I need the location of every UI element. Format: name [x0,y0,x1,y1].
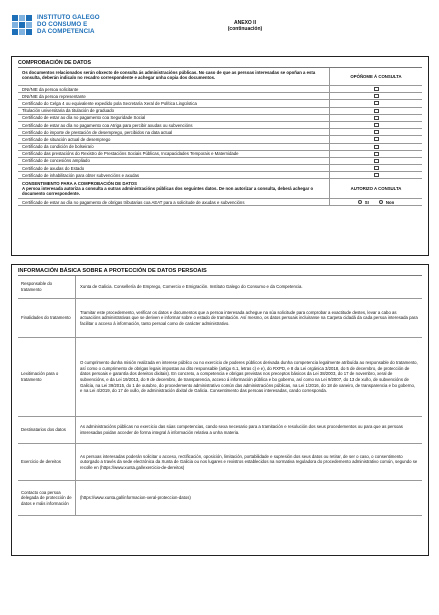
logo-mark-icon [12,15,32,35]
doc-item: Certificado das prestacións do Rexistro de Prestacións Sociais Públicas, Incapacidades Temporais e Maternidade [18,151,330,157]
info-value: Tramitar este procedemento, verificar os datos e documentos que a persoa interesada achegue na súa solicitude para comprobar a exactitude destes, levar a cabo as actuacións administrativas que se deriven e informar sobre o estado de tramitación. Así mesmo, os datos persoais incluiranse na Carpeta cidadá da cada persoa interesada para facilitar o acceso á información, tanto persoal como de carácter administrativo. [80,309,418,326]
authorize-yes-radio[interactable]: SI [358,200,369,205]
doc-item: Certificado do Celga 4 ou equivalente expedido pola Secretaría Xeral de Política Lingüística [18,100,330,106]
oppose-checkbox[interactable] [374,173,379,177]
oppose-checkbox[interactable] [374,123,379,127]
oppose-checkbox[interactable] [374,116,379,120]
info-value: O cumprimento dunha misión realizada en interese público ou no exercicio de poderes públicos derivada dunha competencia legalmente atribuída ao responsable do tratamento, así como o cumprimento de obrigas legais impostas ao dito responsable (artigo 6.1, letras c) e e), do RXPD, e 8 da Lei orgánica 3/2018, do 5 de decembro, de protección de datos persoais e garantía dos dereitos dixitais). En concreto, a competencia e obrigas previstas nos preceptos básicos da Lei 38/2003, do 17 de novembro, xeral de subvencións, e da Lei 19/2013, do 9 de decembro, de transparencia, acceso á información pública e bo goberno, así como na Lei 9/2007, do 13 de xuño, de subvencións de Galicia, na Lei 39/2015, do 1 de outubro, do procedemento administrativo común das administracións públicas, na Lei 1/2016, do 18 de xaneiro, de transparencia e bo goberno, e na Lei 4/2019, do 17 de xullo, de administración dixital de Galicia. Consentimento das persoas interesadas, cando corresponda. [80,360,418,394]
autorizo-label: AUTORIZO A CONSULTA [350,186,402,192]
info-value: Xunta de Galicia. Consellería de Emprego, Comercio e Emigración. Instituto Galego do Consumo e da Competencia. [80,284,303,290]
oppose-checkbox[interactable] [374,145,379,149]
comprobacion-section [11,56,429,256]
info-value: As persoas interesadas poderán solicitar o acceso, rectificación, oposición, limitación, portabilidade e supresión dos seus datos ou retirar, de ser o caso, o consentimento outorgado a través da sede electrónica da Xunta de Galicia ou nos lugares e rexistros establecidos na normativa reguladora do procedemento administrativo común, segundo se recolle en (https://www.xunta.gal/exercicio-de-dereitos) [80,453,418,470]
opoñome-label: OPÓÑOME Á CONSULTA [350,74,402,79]
info-value: As administracións públicas no exercicio das súas competencias, cando sexa necesario para a tramitación e resolución dos seus procedementos ou para que as persoas interesadas poidan acceder de forma integral á información relativa a unha materia. [80,424,403,435]
comprobacion-intro: Os documentos relacionados serán obxecto de consulta ás administracións públicas. No caso de que as persoas interesadas se opoñan a esta consulta, deberán indicalo no recadro correspondente e achegar unha copia dos documentos. [18,68,330,85]
annex-header [200,20,290,32]
doc-item: DNI/NIE da persoa representante [18,93,330,99]
annex-title: ANEXO II [234,20,256,26]
consentimento-text: A persoa interesada autoriza a consulta a outras administracións públicas dos seguintes datos. De non autorizar a consulta, deberá achegar o documento correspondente. [22,186,314,197]
doc-item: Certificado de concesións ampliado [18,158,330,164]
oppose-checkbox[interactable] [374,87,379,91]
proteccion-section [11,264,429,556]
oppose-checkbox[interactable] [374,152,379,156]
annex-subtitle: (continuación) [227,26,263,32]
proteccion-title: INFORMACIÓN BÁSICA SOBRE A PROTECCIÓN DE DATOS PERSOAIS [18,268,207,274]
doc-item: DNI/NIE da persoa solicitante [18,86,330,92]
doc-item: Certificado de estar ao día no pagamento coa Seguridade Social [18,115,330,121]
comprobacion-title: COMPROBACIÓN DE DATOS [18,60,92,66]
doc-item: Certificado de estar ao día no pagamento coa Atriga para percibir axudas ou subvencións [18,122,330,128]
info-key: Contacto coa persoa delegada de protección de datos e máis información [18,481,76,515]
logo [12,14,100,35]
doc-item: Titulación universitaria da titulación de graduado [18,108,330,114]
doc-item: Certificado de axudas do Estado [18,165,330,171]
oppose-checkbox[interactable] [374,137,379,141]
doc-item: Certificado de situación actual de desemprego [18,136,330,142]
consentimento-block [18,179,330,198]
aeat-item: Certificado de estar ao día no pagamento de obrigas tributarias coa AEAT para a solicitude de axudas e subvencións [18,199,330,205]
info-key: Lexitimación para o tratamento [18,338,76,416]
oppose-checkbox[interactable] [374,109,379,113]
info-key: Exercicio de dereitos [18,444,76,480]
consentimento-title: CONSENTIMENTO PARA A COMPROBACIÓN DE DATOS [22,180,137,186]
authorize-no-radio[interactable]: Non [379,200,394,205]
logo-text: INSTITUTO GALEGO DO CONSUMO E DA COMPETENCIA [37,14,100,35]
doc-item: Certificado da condición de bolseira/o [18,144,330,150]
info-key: Destinatarios dos datos [18,417,76,443]
privacy-link[interactable]: (https://www.xunta.gal/informacion-xeral-proteccion-datos) [80,495,191,501]
info-key: Finalidades do tratamento [18,299,76,337]
oppose-checkbox[interactable] [374,94,379,98]
doc-item: Certificado do importe de prestación de desemprego, percibidos na data actual [18,129,330,135]
doc-item: Certificado de inhabilitación para obter subvencións e axudas [18,172,330,178]
oppose-checkbox[interactable] [374,101,379,105]
oppose-checkbox[interactable] [374,166,379,170]
oppose-checkbox[interactable] [374,130,379,134]
oppose-checkbox[interactable] [374,159,379,163]
info-key: Responsable do tratamento [18,276,76,298]
